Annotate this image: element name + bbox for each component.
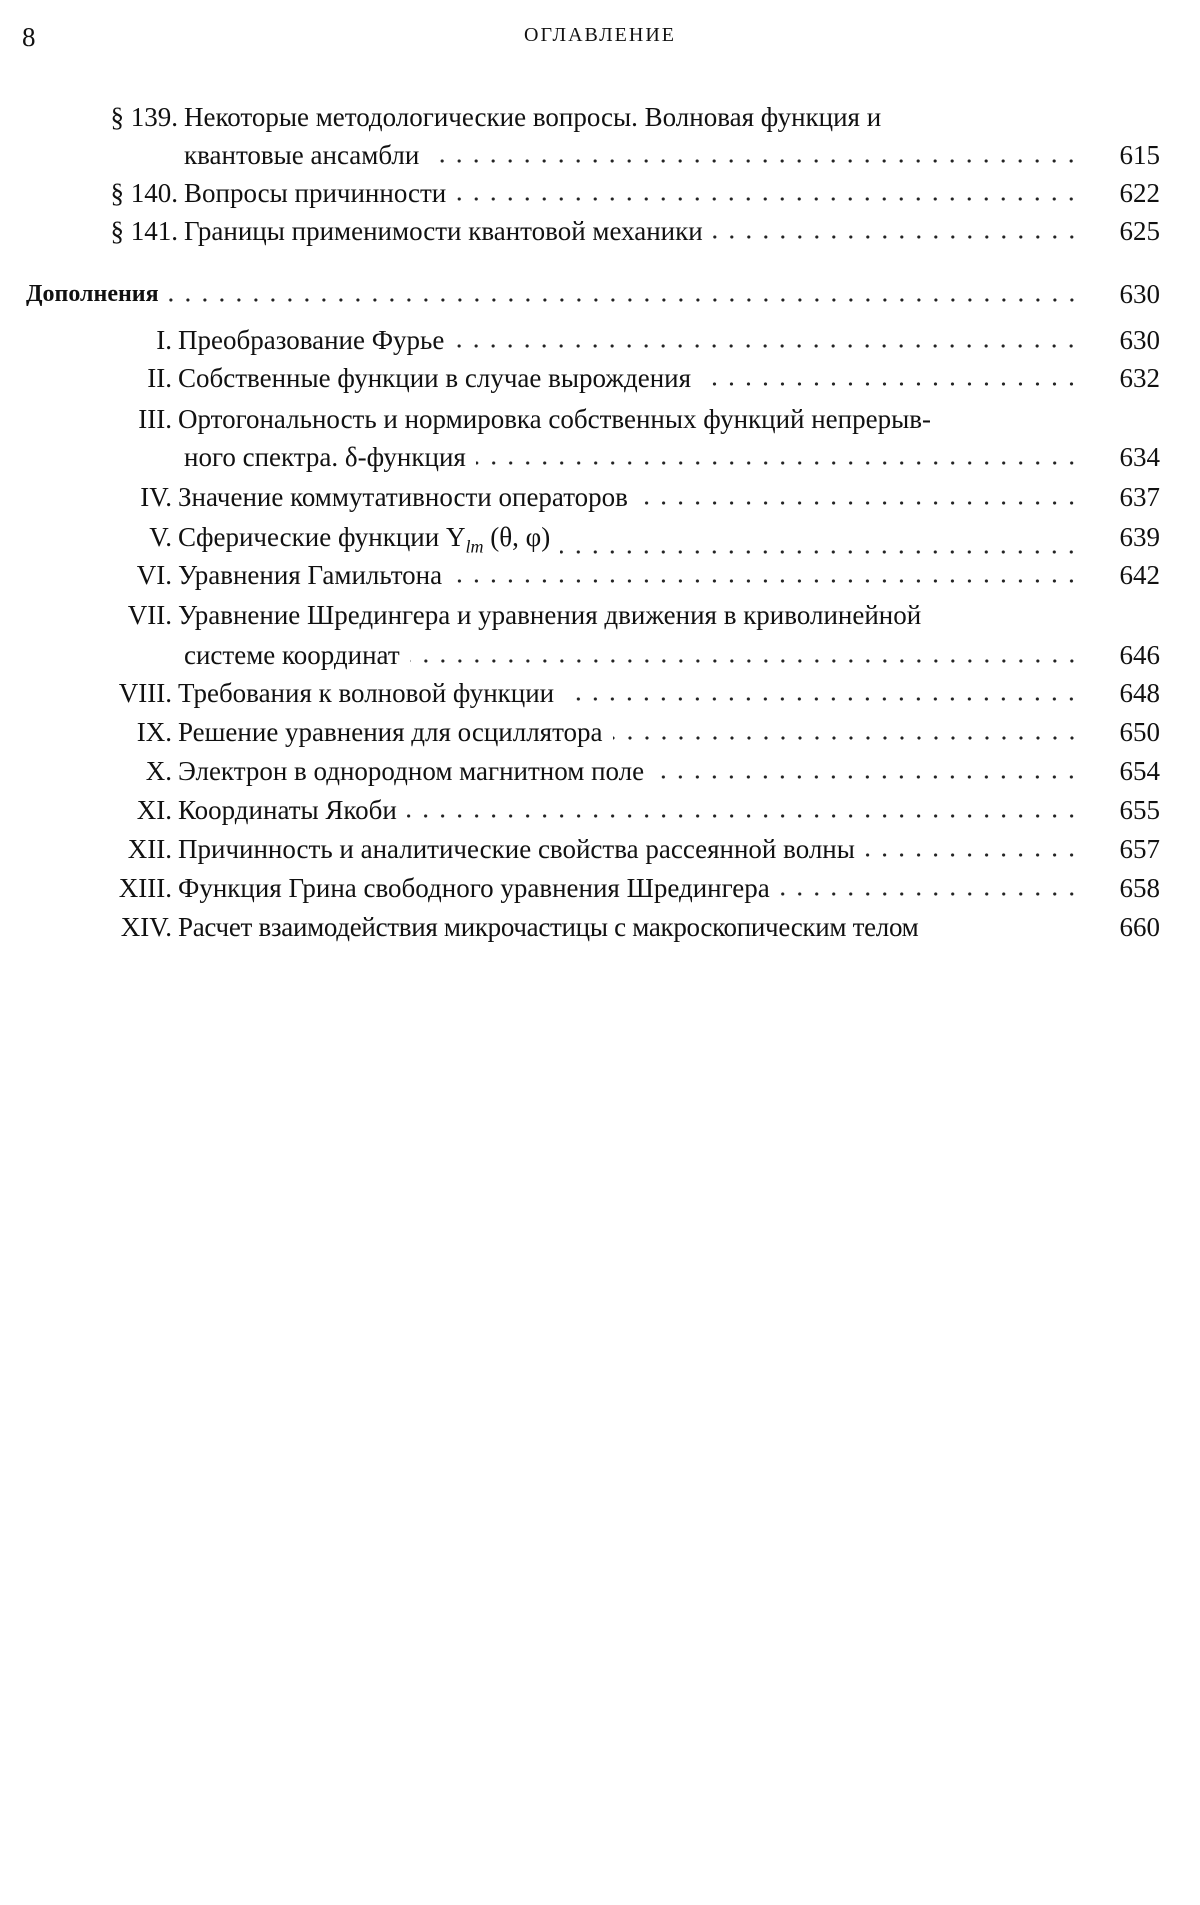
entry-page: 660	[1119, 912, 1160, 942]
entry-page: 630	[1119, 279, 1160, 309]
entry-title: Расчет взаимодействия микрочастицы с макроскопическим телом	[178, 912, 919, 942]
entry-title: Координаты Якоби	[178, 795, 397, 825]
entry-page: 625	[1119, 216, 1160, 246]
dot-leader	[452, 578, 1080, 584]
entry-number: XI.	[136, 795, 172, 825]
entry-title-line1: Некоторые методологические вопросы. Волновая функция и	[184, 102, 882, 132]
entry-page: 646	[1119, 640, 1160, 670]
entry-page: 632	[1119, 363, 1160, 393]
entry-title: Вопросы причинности	[184, 178, 447, 208]
dot-leader	[454, 343, 1080, 349]
entry-number: V.	[149, 522, 172, 552]
entry-page: 622	[1119, 178, 1160, 208]
entry-number: IV.	[140, 482, 172, 512]
entry-title: Решение уравнения для осциллятора	[178, 717, 603, 747]
entry-number: IX.	[136, 717, 172, 747]
page-number: 8	[22, 22, 36, 52]
dot-leader	[613, 735, 1080, 741]
dot-leader	[654, 774, 1080, 780]
entry-number: III.	[138, 404, 172, 434]
entry-page: 648	[1119, 678, 1160, 708]
entry-title-line1: Уравнение Шредингера и уравнения движения в криволинейной	[178, 600, 922, 630]
entry-title: Уравнения Гамильтона	[178, 560, 443, 590]
dot-leader	[476, 460, 1080, 466]
entry-title: Требования к волновой функции	[178, 678, 555, 708]
dot-leader	[407, 813, 1080, 819]
dot-leader	[865, 852, 1080, 858]
entry-number: § 141.	[110, 216, 178, 246]
entry-title: Сферические функции $Y_{lm}$ (θ, φ)	[178, 522, 551, 557]
entry-page: 657	[1119, 834, 1160, 864]
dot-leader	[169, 297, 1080, 303]
entry-number: § 139.	[110, 102, 178, 132]
entry-number: II.	[147, 363, 172, 393]
section-heading: Дополнения	[26, 281, 159, 307]
entry-number: VII.	[127, 600, 172, 630]
dot-leader	[429, 158, 1080, 164]
entry-number: XII.	[127, 834, 172, 864]
entry-number: § 140.	[110, 178, 178, 208]
entry-title: Электрон в однородном магнитном поле	[178, 756, 645, 786]
entry-page: 654	[1119, 756, 1160, 786]
entry-number: I.	[156, 325, 172, 355]
entry-page: 639	[1119, 522, 1160, 552]
entry-number: VI.	[136, 560, 172, 590]
entry-title: Функция Грина свободного уравнения Шредингера	[178, 873, 770, 903]
entry-title-line2: квантовые ансамбли	[184, 140, 420, 170]
dot-leader	[410, 658, 1080, 664]
dot-leader	[638, 500, 1080, 506]
entry-page: 658	[1119, 873, 1160, 903]
entry-title: Причинность и аналитические свойства рассеянной волны	[178, 834, 855, 864]
dot-leader	[713, 234, 1080, 240]
entry-page: 630	[1119, 325, 1160, 355]
entry-page: 642	[1119, 560, 1160, 590]
entry-page: 634	[1119, 442, 1160, 472]
entry-number: XIII.	[118, 873, 172, 903]
entry-title-line1: Ортогональность и нормировка собственных функций непрерыв-	[178, 404, 931, 434]
dot-leader	[701, 381, 1080, 387]
entry-number: VIII.	[118, 678, 172, 708]
entry-number: X.	[145, 756, 172, 786]
dot-leader	[564, 696, 1080, 702]
entry-page: 637	[1119, 482, 1160, 512]
running-head: ОГЛАВЛЕНИЕ	[524, 24, 676, 46]
entry-title: Значение коммутативности операторов	[178, 482, 628, 512]
entry-title: Собственные функции в случае вырождения	[178, 363, 692, 393]
entry-page: 655	[1119, 795, 1160, 825]
entry-page: 650	[1119, 717, 1160, 747]
dot-leader	[780, 891, 1080, 897]
entry-number: XIV.	[120, 912, 172, 942]
entry-title: Границы применимости квантовой механики	[184, 216, 703, 246]
entry-title-line2: ного спектра. δ-функция	[184, 442, 466, 472]
dot-leader	[560, 549, 1080, 555]
entry-title-line2: системе координат	[184, 640, 400, 670]
entry-title: Преобразование Фурье	[178, 325, 445, 355]
dot-leader	[456, 196, 1080, 202]
entry-page: 615	[1119, 140, 1160, 170]
